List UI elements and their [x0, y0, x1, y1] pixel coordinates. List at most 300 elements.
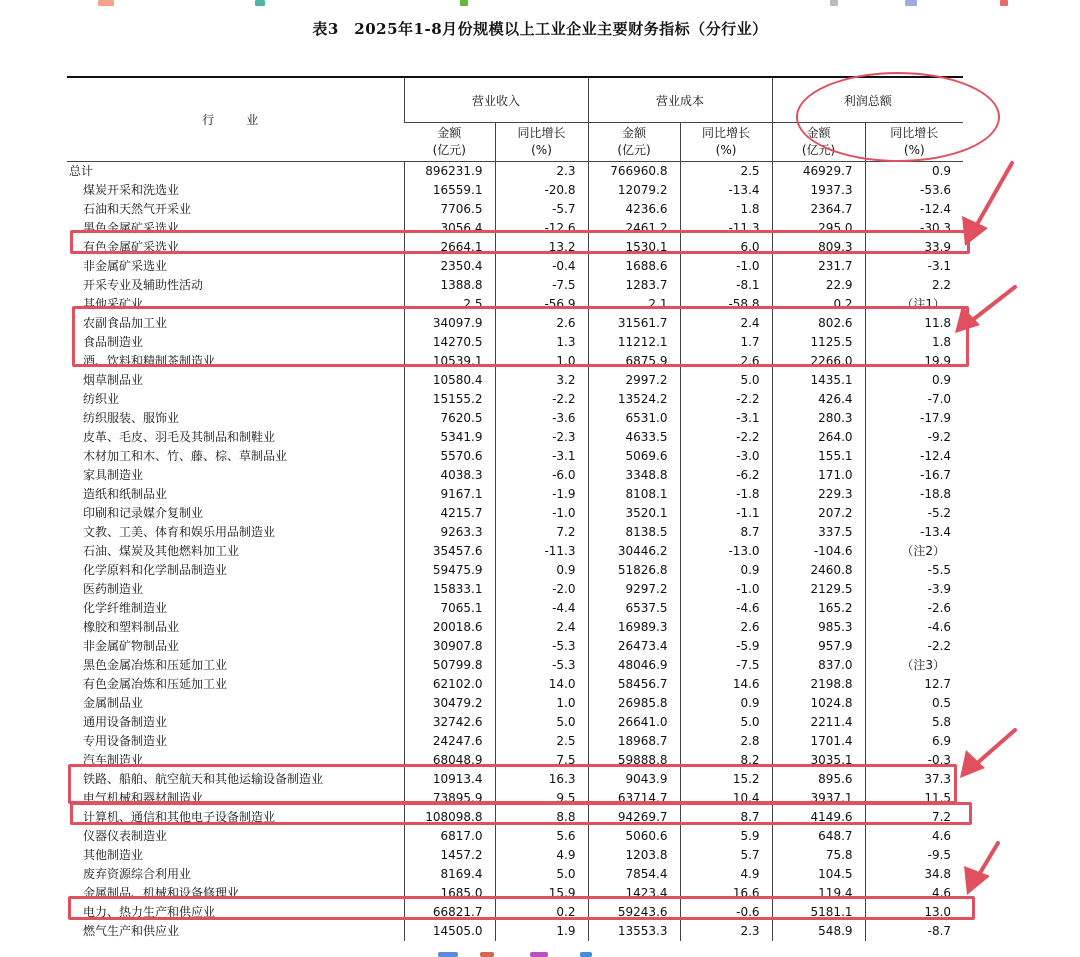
profit-cell: 548.9: [772, 922, 865, 941]
profit-cell: 1937.3: [772, 181, 865, 200]
cost-cell: 26985.8: [588, 694, 680, 713]
revenue-growth-cell: -1.9: [495, 485, 588, 504]
revenue-cell: 30907.8: [404, 637, 495, 656]
cost-cell: 1688.6: [588, 257, 680, 276]
cost-cell: 16989.3: [588, 618, 680, 637]
cost-growth-cell: -2.2: [680, 390, 772, 409]
industry-cell: 印刷和记录媒介复制业: [83, 506, 204, 520]
table-row: [67, 181, 963, 200]
industry-cell: 电力、热力生产和供应业: [83, 905, 216, 919]
profit-growth-cell: 19.9: [865, 352, 963, 371]
revenue-growth-cell: -5.3: [495, 637, 588, 656]
profit-header-circle: [796, 72, 1000, 162]
cost-growth-cell: 2.6: [680, 618, 772, 637]
table-row: [67, 656, 963, 675]
cost-growth-cell: 14.6: [680, 675, 772, 694]
industry-cell: 其他制造业: [83, 848, 144, 862]
cost-cell: 18968.7: [588, 732, 680, 751]
industry-cell: 黑色金属矿采选业: [83, 221, 180, 235]
profit-growth-cell: -5.5: [865, 561, 963, 580]
table-row: [67, 827, 963, 846]
table-row: [67, 428, 963, 447]
cost-growth-cell: 5.7: [680, 846, 772, 865]
revenue-amount-header: 金额 (亿元): [404, 123, 495, 162]
cost-growth-cell: -0.6: [680, 903, 772, 922]
cost-growth-cell: 16.6: [680, 884, 772, 903]
industry-cell: 造纸和纸制品业: [83, 487, 168, 501]
industry-cell: 总计: [69, 164, 94, 178]
profit-growth-cell: 2.2: [865, 276, 963, 295]
revenue-growth-cell: 8.8: [495, 808, 588, 827]
industry-cell: 煤炭开采和洗选业: [83, 183, 180, 197]
industry-cell: 汽车制造业: [83, 753, 144, 767]
cost-growth-cell: 0.9: [680, 561, 772, 580]
profit-cell: 2266.0: [772, 352, 865, 371]
cost-growth-cell: 0.9: [680, 694, 772, 713]
revenue-growth-cell: 5.0: [495, 713, 588, 732]
revenue-cell: 4215.7: [404, 504, 495, 523]
profit-growth-cell: -30.3: [865, 219, 963, 238]
profit-growth-cell: 13.0: [865, 903, 963, 922]
profit-header: 利润总额: [772, 77, 963, 123]
profit-cell: 2198.8: [772, 675, 865, 694]
revenue-growth-cell: 5.0: [495, 865, 588, 884]
profit-cell: 985.3: [772, 618, 865, 637]
revenue-cell: 8169.4: [404, 865, 495, 884]
profit-growth-cell: 1.8: [865, 333, 963, 352]
table-row: [67, 409, 963, 428]
cost-growth-cell: -7.5: [680, 656, 772, 675]
revenue-cell: 10913.4: [404, 770, 495, 789]
revenue-growth-cell: -2.3: [495, 428, 588, 447]
table-row: [67, 694, 963, 713]
revenue-cell: 3056.4: [404, 219, 495, 238]
table-row: [67, 390, 963, 409]
highlight-box-nonferrous-mining: [70, 230, 970, 254]
highlight-box-transport-electrical: [68, 764, 957, 804]
cost-cell: 48046.9: [588, 656, 680, 675]
profit-cell: -104.6: [772, 542, 865, 561]
highlight-box-food-industries: [72, 306, 969, 367]
revenue-growth-cell: 1.9: [495, 922, 588, 941]
profit-growth-cell: -0.3: [865, 751, 963, 770]
cost-cell: 6875.9: [588, 352, 680, 371]
table-row: [67, 162, 963, 182]
cost-growth-cell: -13.4: [680, 181, 772, 200]
cost-cell: 11212.1: [588, 333, 680, 352]
revenue-header: 营业收入: [404, 77, 588, 123]
profit-cell: 207.2: [772, 504, 865, 523]
industry-cell: 医药制造业: [83, 582, 144, 596]
profit-cell: 337.5: [772, 523, 865, 542]
profit-cell: 957.9: [772, 637, 865, 656]
table-row: [67, 580, 963, 599]
cost-cell: 59243.6: [588, 903, 680, 922]
revenue-growth-cell: -1.0: [495, 504, 588, 523]
revenue-cell: 2664.1: [404, 238, 495, 257]
revenue-cell: 59475.9: [404, 561, 495, 580]
cost-growth-cell: 2.4: [680, 314, 772, 333]
cost-cell: 8108.1: [588, 485, 680, 504]
profit-cell: 280.3: [772, 409, 865, 428]
revenue-growth-cell: -7.5: [495, 276, 588, 295]
table-row: [67, 523, 963, 542]
revenue-growth-header: 同比增长 (%): [495, 123, 588, 162]
cost-growth-cell: -11.3: [680, 219, 772, 238]
cost-cell: 5060.6: [588, 827, 680, 846]
profit-cell: 5181.1: [772, 903, 865, 922]
profit-growth-cell: -8.7: [865, 922, 963, 941]
profit-cell: 2364.7: [772, 200, 865, 219]
revenue-growth-cell: 7.5: [495, 751, 588, 770]
table-row: [67, 865, 963, 884]
profit-growth-cell: 4.6: [865, 884, 963, 903]
revenue-cell: 50799.8: [404, 656, 495, 675]
profit-cell: 104.5: [772, 865, 865, 884]
revenue-cell: 5341.9: [404, 428, 495, 447]
profit-cell: 1024.8: [772, 694, 865, 713]
industry-cell: 化学原料和化学制品制造业: [83, 563, 228, 577]
cost-cell: 1530.1: [588, 238, 680, 257]
cost-cell: 13553.3: [588, 922, 680, 941]
revenue-growth-cell: -20.8: [495, 181, 588, 200]
profit-growth-cell: -3.1: [865, 257, 963, 276]
revenue-growth-cell: -2.2: [495, 390, 588, 409]
cost-cell: 6537.5: [588, 599, 680, 618]
industry-cell: 纺织服装、服饰业: [83, 411, 180, 425]
table-row: [67, 561, 963, 580]
industry-cell: 非金属矿物制品业: [83, 639, 180, 653]
cost-growth-cell: -5.9: [680, 637, 772, 656]
cost-cell: 12079.2: [588, 181, 680, 200]
cost-cell: 9043.9: [588, 770, 680, 789]
profit-cell: 22.9: [772, 276, 865, 295]
industry-cell: 电气机械和器材制造业: [83, 791, 204, 805]
cost-cell: 2461.2: [588, 219, 680, 238]
cost-cell: 8138.5: [588, 523, 680, 542]
revenue-growth-cell: -6.0: [495, 466, 588, 485]
revenue-growth-cell: 1.3: [495, 333, 588, 352]
revenue-cell: 15155.2: [404, 390, 495, 409]
cost-growth-cell: -3.0: [680, 447, 772, 466]
profit-growth-cell: 34.8: [865, 865, 963, 884]
revenue-cell: 10580.4: [404, 371, 495, 390]
profit-cell: 264.0: [772, 428, 865, 447]
cost-growth-cell: 6.0: [680, 238, 772, 257]
profit-cell: 809.3: [772, 238, 865, 257]
industry-cell: 石油和天然气开采业: [83, 202, 192, 216]
cost-growth-cell: -1.1: [680, 504, 772, 523]
revenue-cell: 30479.2: [404, 694, 495, 713]
revenue-cell: 68048.9: [404, 751, 495, 770]
profit-growth-cell: -12.4: [865, 447, 963, 466]
revenue-growth-cell: 16.3: [495, 770, 588, 789]
profit-growth-cell: -9.5: [865, 846, 963, 865]
revenue-cell: 10539.1: [404, 352, 495, 371]
profit-cell: 171.0: [772, 466, 865, 485]
table-row: [67, 618, 963, 637]
cost-growth-cell: 8.7: [680, 808, 772, 827]
revenue-growth-cell: 0.2: [495, 903, 588, 922]
profit-cell: 155.1: [772, 447, 865, 466]
table-row: [67, 504, 963, 523]
table-row: [67, 257, 963, 276]
revenue-cell: 15833.1: [404, 580, 495, 599]
table-row: [67, 485, 963, 504]
profit-growth-cell: -18.8: [865, 485, 963, 504]
industry-cell: 黑色金属冶炼和压延加工业: [83, 658, 228, 672]
revenue-growth-cell: 13.2: [495, 238, 588, 257]
revenue-cell: 73895.9: [404, 789, 495, 808]
revenue-cell: 14270.5: [404, 333, 495, 352]
revenue-growth-cell: 7.2: [495, 523, 588, 542]
revenue-cell: 14505.0: [404, 922, 495, 941]
cost-cell: 5069.6: [588, 447, 680, 466]
industry-cell: 酒、饮料和精制茶制造业: [83, 354, 216, 368]
revenue-growth-cell: -5.7: [495, 200, 588, 219]
cost-growth-cell: 2.6: [680, 352, 772, 371]
table-row: [67, 922, 963, 941]
table-row: [67, 542, 963, 561]
industry-cell: 金属制品、机械和设备修理业: [83, 886, 240, 900]
cost-cell: 1283.7: [588, 276, 680, 295]
profit-growth-cell: -3.9: [865, 580, 963, 599]
profit-cell: 2129.5: [772, 580, 865, 599]
cost-cell: 26641.0: [588, 713, 680, 732]
cost-growth-cell: -8.1: [680, 276, 772, 295]
revenue-growth-cell: -11.3: [495, 542, 588, 561]
revenue-growth-cell: -4.4: [495, 599, 588, 618]
profit-cell: 3035.1: [772, 751, 865, 770]
profit-cell: 229.3: [772, 485, 865, 504]
profit-cell: 46929.7: [772, 162, 865, 182]
revenue-cell: 35457.6: [404, 542, 495, 561]
cost-cell: 59888.8: [588, 751, 680, 770]
industry-cell: 非金属矿采选业: [83, 259, 168, 273]
cost-growth-cell: 8.7: [680, 523, 772, 542]
profit-cell: 231.7: [772, 257, 865, 276]
table-row: [67, 371, 963, 390]
table-row: [67, 466, 963, 485]
cost-cell: 1423.4: [588, 884, 680, 903]
profit-growth-cell: 6.9: [865, 732, 963, 751]
profit-cell: 165.2: [772, 599, 865, 618]
cost-cell: 51826.8: [588, 561, 680, 580]
cost-cell: 30446.2: [588, 542, 680, 561]
highlight-box-electronics: [70, 802, 972, 825]
cost-growth-cell: 2.5: [680, 162, 772, 182]
cost-growth-cell: -2.2: [680, 428, 772, 447]
cost-cell: 58456.7: [588, 675, 680, 694]
revenue-cell: 9263.3: [404, 523, 495, 542]
revenue-cell: 7706.5: [404, 200, 495, 219]
cost-cell: 2997.2: [588, 371, 680, 390]
profit-amount-header: 金额 (亿元): [772, 123, 865, 162]
revenue-cell: 108098.8: [404, 808, 495, 827]
industry-cell: 有色金属冶炼和压延加工业: [83, 677, 228, 691]
revenue-cell: 1388.8: [404, 276, 495, 295]
cost-growth-cell: 1.8: [680, 200, 772, 219]
industry-header: 行 业: [67, 77, 404, 162]
revenue-growth-cell: 14.0: [495, 675, 588, 694]
profit-cell: 119.4: [772, 884, 865, 903]
revenue-growth-cell: 1.0: [495, 694, 588, 713]
highlight-box-power-supply: [68, 896, 975, 920]
revenue-cell: 66821.7: [404, 903, 495, 922]
profit-cell: 0.2: [772, 295, 865, 314]
revenue-cell: 896231.9: [404, 162, 495, 182]
revenue-cell: 5570.6: [404, 447, 495, 466]
profit-growth-cell: 37.3: [865, 770, 963, 789]
table-row: [67, 675, 963, 694]
industry-cell: 有色金属矿采选业: [83, 240, 180, 254]
cost-growth-cell: -1.0: [680, 580, 772, 599]
revenue-cell: 7620.5: [404, 409, 495, 428]
cost-growth-cell: 5.0: [680, 371, 772, 390]
profit-cell: 1701.4: [772, 732, 865, 751]
cost-cell: 1203.8: [588, 846, 680, 865]
table-row: [67, 599, 963, 618]
revenue-growth-cell: -3.1: [495, 447, 588, 466]
revenue-cell: 20018.6: [404, 618, 495, 637]
table-row: [67, 276, 963, 295]
cost-growth-cell: 5.9: [680, 827, 772, 846]
profit-cell: 426.4: [772, 390, 865, 409]
cost-growth-cell: 2.8: [680, 732, 772, 751]
revenue-growth-cell: 3.2: [495, 371, 588, 390]
cost-growth-cell: -13.0: [680, 542, 772, 561]
cost-cell: 3520.1: [588, 504, 680, 523]
table-row: [67, 200, 963, 219]
revenue-cell: 32742.6: [404, 713, 495, 732]
revenue-growth-cell: -56.9: [495, 295, 588, 314]
profit-growth-cell: -17.9: [865, 409, 963, 428]
cost-amount-header: 金额 (亿元): [588, 123, 680, 162]
profit-growth-cell: 33.9: [865, 238, 963, 257]
revenue-cell: 2350.4: [404, 257, 495, 276]
industry-cell: 铁路、船舶、航空航天和其他运输设备制造业: [83, 772, 324, 786]
profit-growth-cell: 11.5: [865, 789, 963, 808]
cost-growth-cell: -3.1: [680, 409, 772, 428]
table-row: [67, 732, 963, 751]
profit-growth-cell: 0.9: [865, 371, 963, 390]
cost-growth-cell: -4.6: [680, 599, 772, 618]
industry-cell: 计算机、通信和其他电子设备制造业: [83, 810, 276, 824]
revenue-growth-cell: 2.4: [495, 618, 588, 637]
profit-growth-cell: -2.2: [865, 637, 963, 656]
profit-growth-cell: 0.5: [865, 694, 963, 713]
cost-cell: 4236.6: [588, 200, 680, 219]
cost-growth-cell: 5.0: [680, 713, 772, 732]
table-row: [67, 447, 963, 466]
profit-cell: 1125.5: [772, 333, 865, 352]
cost-growth-cell: -58.8: [680, 295, 772, 314]
profit-growth-cell: 0.9: [865, 162, 963, 182]
cost-cell: 766960.8: [588, 162, 680, 182]
cost-cell: 2.1: [588, 295, 680, 314]
revenue-growth-cell: 5.6: [495, 827, 588, 846]
cost-growth-cell: -1.0: [680, 257, 772, 276]
profit-growth-cell: -4.6: [865, 618, 963, 637]
industry-cell: 专用设备制造业: [83, 734, 168, 748]
revenue-growth-cell: 4.9: [495, 846, 588, 865]
profit-growth-cell: -5.2: [865, 504, 963, 523]
industry-cell: 纺织业: [83, 392, 120, 406]
industry-cell: 木材加工和木、竹、藤、棕、草制品业: [83, 449, 288, 463]
cost-growth-header: 同比增长 (%): [680, 123, 772, 162]
profit-growth-header: 同比增长 (%): [865, 123, 963, 162]
profit-growth-cell: -12.4: [865, 200, 963, 219]
cost-cell: 3348.8: [588, 466, 680, 485]
table-title: 表3 2025年1-8月份规模以上工业企业主要财务指标（分行业）: [312, 20, 768, 38]
industry-cell: 化学纤维制造业: [83, 601, 168, 615]
industry-cell: 通用设备制造业: [83, 715, 168, 729]
profit-growth-cell: -16.7: [865, 466, 963, 485]
top-app-strip: [0, 0, 1080, 8]
cost-growth-cell: -1.8: [680, 485, 772, 504]
revenue-cell: 7065.1: [404, 599, 495, 618]
cost-growth-cell: 15.2: [680, 770, 772, 789]
revenue-cell: 6817.0: [404, 827, 495, 846]
profit-growth-cell: 7.2: [865, 808, 963, 827]
table-row: [67, 637, 963, 656]
revenue-cell: 1457.2: [404, 846, 495, 865]
industry-cell: 文教、工美、体育和娱乐用品制造业: [83, 525, 276, 539]
revenue-growth-cell: 2.6: [495, 314, 588, 333]
cost-growth-cell: -6.2: [680, 466, 772, 485]
industry-cell: 开采专业及辅助性活动: [83, 278, 204, 292]
industry-cell: 燃气生产和供应业: [83, 924, 180, 938]
profit-cell: 2460.8: [772, 561, 865, 580]
revenue-growth-cell: -2.0: [495, 580, 588, 599]
profit-cell: 4149.6: [772, 808, 865, 827]
industry-cell: 烟草制品业: [83, 373, 144, 387]
revenue-cell: 24247.6: [404, 732, 495, 751]
industry-cell: 橡胶和塑料制品业: [83, 620, 180, 634]
profit-growth-cell: -7.0: [865, 390, 963, 409]
industry-cell: 废弃资源综合利用业: [83, 867, 192, 881]
revenue-growth-cell: 9.5: [495, 789, 588, 808]
cost-cell: 13524.2: [588, 390, 680, 409]
revenue-growth-cell: 1.0: [495, 352, 588, 371]
revenue-cell: 4038.3: [404, 466, 495, 485]
industry-cell: 石油、煤炭及其他燃料加工业: [83, 544, 240, 558]
industry-cell: 家具制造业: [83, 468, 144, 482]
profit-cell: 295.0: [772, 219, 865, 238]
profit-cell: 837.0: [772, 656, 865, 675]
profit-growth-cell: 5.8: [865, 713, 963, 732]
profit-growth-cell: 4.6: [865, 827, 963, 846]
revenue-cell: 62102.0: [404, 675, 495, 694]
industry-cell: 食品制造业: [83, 335, 144, 349]
cost-cell: 63714.7: [588, 789, 680, 808]
profit-cell: 1435.1: [772, 371, 865, 390]
table-row: [67, 846, 963, 865]
profit-cell: 75.8: [772, 846, 865, 865]
industry-cell: 皮革、毛皮、羽毛及其制品和制鞋业: [83, 430, 276, 444]
industry-cell: 仪器仪表制造业: [83, 829, 168, 843]
cost-cell: 9297.2: [588, 580, 680, 599]
cost-growth-cell: 2.3: [680, 922, 772, 941]
cost-cell: 94269.7: [588, 808, 680, 827]
revenue-cell: 9167.1: [404, 485, 495, 504]
profit-cell: 802.6: [772, 314, 865, 333]
profit-growth-cell: -2.6: [865, 599, 963, 618]
cost-cell: 6531.0: [588, 409, 680, 428]
industry-cell: 农副食品加工业: [83, 316, 168, 330]
cost-growth-cell: 4.9: [680, 865, 772, 884]
profit-cell: 2211.4: [772, 713, 865, 732]
